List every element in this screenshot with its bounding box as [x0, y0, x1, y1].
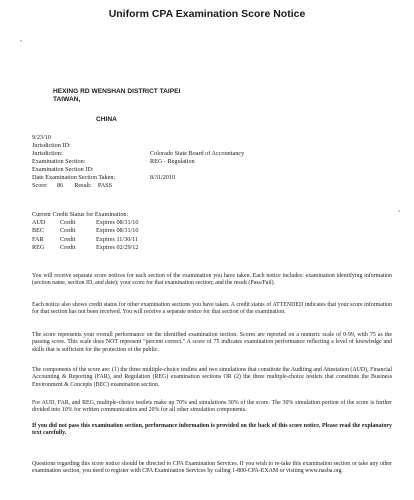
credit-code: AUD — [32, 219, 46, 226]
credit-row-reg — [32, 244, 138, 252]
address-line-1: HEXING RD WENSHAN DISTRICT TAIPEI — [53, 88, 181, 95]
credit-code: REG — [32, 244, 45, 252]
jurisdiction-id-label: Jurisdiction ID: — [32, 142, 71, 149]
score-line — [32, 182, 112, 190]
paragraph-score-notices: You will receive separate score notices for each section of the examination you have taken. Each notice includes: examination identifying information (section name, section ID, and date); your score for that examination section; and the result (Pass/Fail). — [32, 273, 392, 287]
address-line-2: TAIWAN, — [53, 96, 81, 103]
credit-status-heading: Current Credit Status for Examination: — [32, 211, 129, 218]
scan-speck — [20, 40, 22, 42]
credit-expires: Expires 08/31/10 — [96, 227, 139, 235]
credit-code: FAR — [32, 235, 44, 243]
jurisdiction-value: Colorado State Board of Accountancy — [150, 150, 245, 157]
credit-row-bec — [32, 227, 138, 235]
paragraph-score-scale: The score represents your overall performance on the identified examination section. Scores are reported on a numeric scale of 0-99, with 75 as the passing score. This scale does NOT represent "percent correct." A score of 75 indicates examination performance reflecting a level of knowledge and skills that is sufficient for the protection of the public. — [32, 332, 392, 353]
scan-speck — [398, 210, 400, 212]
section-value: REG - Regulation — [150, 158, 195, 165]
score-value: 86 — [56, 182, 64, 189]
paragraph-credit-status: Each notice also shows credit status for other examination sections you have taken. A credit status of ATTENDED indicates that your score information for that section has not been received. You will receive a separate notice for that section of the examination. — [32, 302, 392, 316]
credit-expires: Expires 02/29/12 — [96, 244, 139, 252]
credit-code: BEC — [32, 227, 45, 235]
result-value: PASS — [97, 182, 113, 189]
paragraph-failure-notice: If you did not pass this examination section, performance information is provided on the back of this score notice. Please read the explanatory text carefully. — [32, 423, 392, 437]
credit-status: Credit — [60, 219, 76, 226]
credit-expires: Expires 11/30/11 — [96, 235, 138, 243]
credit-status: Credit — [60, 244, 76, 252]
section-label: Examination Section: — [32, 158, 86, 165]
section-id-label: Examination Section ID: — [32, 166, 94, 173]
jurisdiction-label: Jurisdiction: — [32, 150, 63, 157]
paragraph-questions: Questions regarding this score notice should be directed to CPA Examination Services. If you wish to re-take this examination section or take any other examination section, you need to register with CPA Examination Services by calling 1-800-CPA-EXAM or visiting www.nasba.org. — [32, 461, 392, 475]
paragraph-score-components: The components of the score are: (1) the three multiple-choice testlets and two simulations that constitute the Auditing and Attestation (AUD), Financial Accounting & Reporting (FAR), and Regulation (REG) examination sections OR (2) the three multiple-choice testlets that constitute the Business Environment & Concepts (BEC) examination section. — [32, 367, 392, 388]
paragraph-score-weights: For AUD, FAR, and REG, multiple-choice testlets make up 70% and simulations 30% of the score. The 30% simulation portion of the score is further divided into 10% for written communication and 20% for all other simulation components. — [32, 400, 392, 414]
credit-row-far — [32, 236, 138, 244]
notice-date: 9/23/10 — [32, 134, 51, 141]
date-taken-label: Date Examination Section Taken: — [32, 174, 116, 181]
score-label: Score: — [32, 182, 48, 189]
credit-status: Credit — [60, 227, 76, 235]
date-taken-value: 8/31/2010 — [150, 174, 176, 181]
credit-expires: Expires 08/31/10 — [96, 219, 139, 226]
result-label: Result: — [74, 182, 92, 189]
credit-status-table — [32, 219, 138, 253]
address-country: CHINA — [96, 116, 117, 123]
credit-status: Credit — [60, 235, 76, 243]
page-title: Uniform CPA Examination Score Notice — [108, 8, 306, 20]
credit-row-aud — [32, 219, 138, 227]
